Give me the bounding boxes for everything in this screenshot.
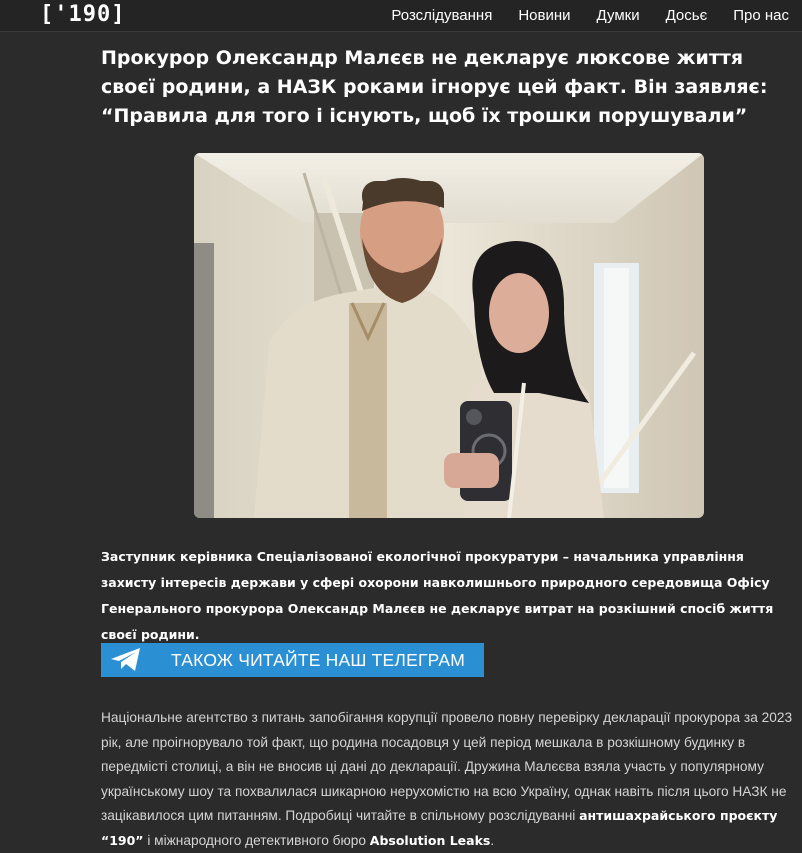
nav-news[interactable]: Новини — [518, 7, 571, 24]
article-photo — [194, 153, 704, 518]
site-logo[interactable]: ['190] — [40, 2, 126, 27]
body-text-part: Національне агентство з питань запобігання корупції провело повну перевірку декларації прокурора за 2023 рік, але проігнорувало той факт, що родина посадовця у цей період мешкала в розкішному будинку в передмісті столиці, а він не вносив ці дані до декларації. Дружина Малєєва взяла участь у популярному українському шоу та похвалилася шикарною нерухомістю на всю Україну, однак навіть після цього НАЗК не зацікавилося цим питанням. Подробиці читайте в спільному розслідуванні — [101, 710, 793, 823]
telegram-banner-label: ТАКОЖ ЧИТАЙТЕ НАШ ТЕЛЕГРАМ — [171, 649, 466, 670]
telegram-icon — [101, 643, 151, 677]
nav-opinions[interactable]: Думки — [596, 7, 640, 24]
article-title: Прокурор Олександр Малєєв не декларує люксове життя своєї родини, а НАЗК роками ігнорує цей факт. Він заявляє: “Правила для того і існують, щоб їх трошки порушували” — [101, 47, 768, 127]
body-text-part: і міжнародного детективного бюро — [143, 832, 370, 848]
top-navigation-bar — [0, 0, 802, 32]
article-lead: Заступник керівника Спеціалізованої екологічної прокуратури – начальника управління захисту інтересів держави у сфері охорони навколишнього природного середовища Офісу Генерального прокурора Олександр Малєєв не декларує витрат на розкішний спосіб життя своєї родини. — [101, 549, 774, 642]
nav-dossier[interactable]: Досьє — [665, 7, 708, 24]
article-body — [101, 706, 801, 853]
nav-investigations[interactable]: Розслідування — [391, 7, 493, 24]
absolution-leaks-link[interactable]: Absolution Leaks — [369, 832, 491, 848]
telegram-banner[interactable] — [101, 643, 484, 677]
project-190-link[interactable]: антишахрайського проєкту “190” — [101, 808, 778, 848]
nav-about[interactable]: Про нас — [733, 7, 789, 24]
body-text-part: . — [490, 832, 495, 848]
main-nav — [378, 0, 802, 31]
